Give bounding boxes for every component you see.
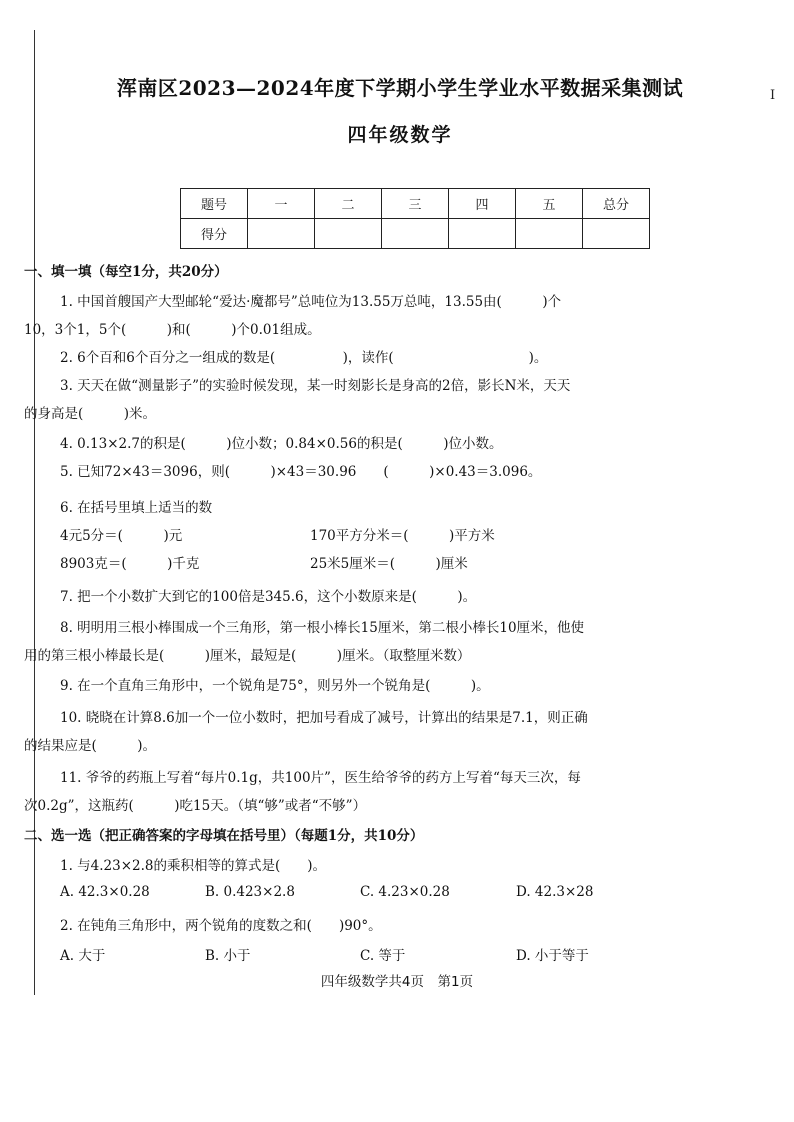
option-b: B. 0.423×2.8 [205,884,295,900]
score-table-score-row [181,219,650,249]
question-line: 11. 爷爷的药瓶上写着“每片0.1g，共100片”，医生给爷爷的药方上写着“每天三次，每 [60,770,581,786]
question-line: 用的第三根小棒最长是( )厘米，最短是( )厘米。（取整厘米数） [24,648,471,664]
question-line: 6. 在括号里填上适当的数 [60,500,213,516]
question-line: 1. 中国首艘国产大型邮轮“爱达·魔都号”总吨位为13.55万总吨，13.55由( )个 [60,294,562,310]
section-heading: 一、填一填（每空1分，共20分） [24,264,228,280]
edge-mark: I [770,88,776,103]
score-cell[interactable] [516,219,583,249]
score-header-cell: 四 [449,189,516,219]
question-line: 4. 0.13×2.7的积是( )位小数；0.84×0.56的积是( )位小数。 [60,436,503,452]
score-cell[interactable] [382,219,449,249]
question-line: 3. 天天在做“测量影子”的实验时候发现，某一时刻影长是身高的2倍，影长N米，天天 [60,378,571,394]
question-line: 170平方分米＝( )平方米 [310,528,495,544]
score-table [180,188,650,249]
score-header-cell: 五 [516,189,583,219]
binding-line [34,30,35,995]
score-header-cell: 一 [248,189,315,219]
option-b: B. 小于 [205,948,251,964]
option-d: D. 小于等于 [516,948,589,964]
option-c: C. 等于 [360,948,406,964]
question-line: 1. 与4.23×2.8的乘积相等的算式是( )。 [60,858,327,874]
score-header-cell: 三 [382,189,449,219]
score-header-cell: 总分 [583,189,650,219]
question-line: 7. 把一个小数扩大到它的100倍是345.6，这个小数原来是( )。 [60,589,477,605]
option-a: A. 大于 [60,948,106,964]
score-cell[interactable] [583,219,650,249]
score-cell[interactable] [449,219,516,249]
score-header-cell: 题号 [181,189,248,219]
option-d: D. 42.3×28 [516,884,594,900]
question-line: 次0.2g”，这瓶药( )吃15天。（填“够”或者“不够”） [24,798,367,814]
question-line: 5. 已知72×43＝3096，则( )×43＝30.96 ( )×0.43＝3.096。 [60,464,542,480]
exam-title: 浑南区2023—2024年度下学期小学生学业水平数据采集测试 [116,76,684,100]
question-line: 的结果应是( )。 [24,738,157,754]
question-line: 10，3个1，5个( )和( )个0.01组成。 [24,322,321,338]
option-a: A. 42.3×0.28 [60,884,150,900]
question-line: 2. 6个百和6个百分之一组成的数是( )，读作( )。 [60,350,548,366]
score-header-cell: 二 [315,189,382,219]
question-line: 4元5分＝( )元 [60,528,183,544]
score-cell[interactable] [248,219,315,249]
question-line: 25米5厘米＝( )厘米 [310,556,468,572]
question-line: 8903克＝( )千克 [60,556,200,572]
option-c: C. 4.23×0.28 [360,884,450,900]
page-footer: 四年级数学共4页 第1页 [320,974,474,990]
question-line: 的身高是( )米。 [24,406,157,422]
question-line: 9. 在一个直角三角形中，一个锐角是75°，则另外一个锐角是( )。 [60,678,490,694]
score-table-header-row [181,189,650,219]
question-line: 8. 明明用三根小棒围成一个三角形，第一根小棒长15厘米，第二根小棒长10厘米，他使 [60,620,585,636]
exam-subtitle: 四年级数学 [347,124,453,146]
section-heading: 二、选一选（把正确答案的字母填在括号里）（每题1分，共10分） [24,828,424,844]
question-line: 10. 晓晓在计算8.6加一个一位小数时，把加号看成了减号，计算出的结果是7.1，则正确 [60,710,588,726]
score-cell[interactable] [315,219,382,249]
score-row-label: 得分 [181,219,248,249]
question-line: 2. 在钝角三角形中，两个锐角的度数之和( )90°。 [60,918,382,934]
